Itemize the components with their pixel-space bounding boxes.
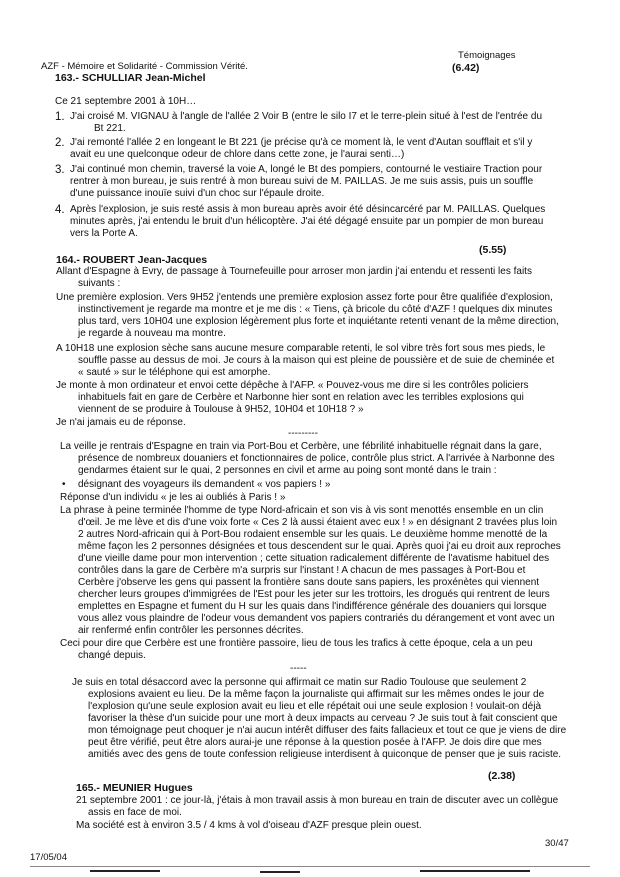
s164-line: l'explosion qu'une seule explosion avait eu lieu et elle répétait oui une seule explosion ! voulait-on déjà xyxy=(88,701,542,712)
s164-line: souffle passe au dessus de moi. Je cours à la maison qui est pleine de poussière et de suie de cheminée et xyxy=(78,355,555,366)
s163-intro: Ce 21 septembre 2001 à 10H… xyxy=(55,96,197,107)
header-right-title: Témoignages xyxy=(458,50,516,61)
s164-heading: 164.- ROUBERT Jean-Jacques xyxy=(56,254,208,266)
s163-item-line: rentrer à mon bureau, je suis rentré à mon bureau suivi de M. PAILLAS. Je me suis assis, puis un souffle xyxy=(70,176,534,187)
separator: --------- xyxy=(288,428,318,439)
s163-item-number: 1. xyxy=(55,111,65,123)
s164-line: Je monte à mon ordinateur et envoi cette dépêche à l'AFP. « Pouvez-vous me dire si les contrôles policiers xyxy=(56,380,529,391)
s165-line: Ma société est à environ 3.5 / 4 kms à vol d'oiseau d'AZF presque plein ouest. xyxy=(76,820,422,831)
footer-date: 17/05/04 xyxy=(30,852,67,863)
s164-line: je regarde à nouveau ma montre. xyxy=(78,328,226,339)
s164-line: Une première explosion. Vers 9H52 j'entends une première explosion assez forte pour être qualifiée d'explosion, xyxy=(56,292,553,303)
s164-line: présence de nombreux douaniers et fonctionnaires de police, contrôle plus strict. A l'arrivée à Narbonne des xyxy=(78,453,555,464)
s164-line: Ceci pour dire que Cerbère est une frontière passoire, lieu de tous les trafics à cette époque, cela a un peu xyxy=(60,638,533,649)
s164-line: emplettes en Espagne et fument du H sur les quais dans l'indifférence générale des douaniers qui lorsque xyxy=(78,601,547,612)
s164-line: d'œil. Je me lève et dis d'une voix forte « Ces 2 là aussi étaient avec eux ! » en désignant 2 travées plus loin xyxy=(78,517,558,528)
scan-mark xyxy=(420,870,530,872)
s163-item-line: Après l'explosion, je suis resté assis à mon bureau après avoir été désincarcéré par M. PAILLAS. Quelques xyxy=(70,204,546,215)
s165-line: 21 septembre 2001 : ce jour-là, j'étais à mon travail assis à mon bureau en train de discuter avec un collègue xyxy=(76,795,559,806)
s164-line: instinctivement je regarde ma montre et je me dis : « Tiens, çà bricole du côté d'AZF ! quelques dix minutes xyxy=(78,304,553,315)
s164-line: même façon les 2 personnes désignées et tous descendent sur le quai. Après quoi j'ai eu droit aux reproches xyxy=(78,541,561,552)
s164-line: La veille je rentrais d'Espagne en train via Port-Bou et Cerbère, une fébrilité inhabituelle régnait dans la gare, xyxy=(60,441,542,452)
s164-line: amitiés avec des gens de toute confession religieuse interdisent à quiconque de penser que je suis raciste. xyxy=(88,749,562,760)
s164-line: A 10H18 une explosion sèche sans aucune mesure comparable retenti, le sol vibre très fort sous mes pieds, le xyxy=(56,343,546,354)
s163-item-line: J'ai croisé M. VIGNAU à l'angle de l'allée 2 Voir B (entre le silo I7 et le terre-plein situé à l'est de l'entrée du xyxy=(70,111,543,122)
bullet-glyph: • xyxy=(62,479,66,490)
s163-item-number: 2. xyxy=(55,137,65,149)
s164-line: mon témoignage peut choquer je n'ai aucun intérêt diffuser des faits fallacieux et tout ce que je viens de dire xyxy=(88,725,567,736)
s164-ref: (5.55) xyxy=(479,244,507,256)
s164-line: vous allez vous plaindre de l'odeur vous demandent vos papiers contrariés du dérangement et vont avec un xyxy=(78,613,555,624)
s164-line: d'une vieille dame pour mon intervention ; cette situation radicalement différente de l'avatisme habituel des xyxy=(78,553,550,564)
scan-edge-line xyxy=(30,866,590,867)
s164-line: air renfermé enfin contrôler les personnes décrites. xyxy=(78,625,304,636)
s164-line: désignant des voyageurs ils demandent « vos papiers ! » xyxy=(78,479,331,490)
s164-line: gendarmes étaient sur le quai, 2 personnes en civil et arme au poing sont monté dans le train : xyxy=(78,465,497,476)
s165-heading: 165.- MEUNIER Hugues xyxy=(76,782,193,794)
s164-line: Je suis en total désaccord avec la personne qui affirmait ce matin sur Radio Toulouse que seulement 2 xyxy=(72,677,527,688)
s164-line: La phrase à peine terminée l'homme de type Nord-africain et son vis à vis sont menottés ensemble en un clin xyxy=(60,505,544,516)
scan-mark xyxy=(260,871,300,873)
s163-item-line: vers la Porte A. xyxy=(70,228,138,239)
s164-line: plus tard, vers 10H04 une explosion légèrement plus forte et inquiétante retenti venant de la même direction, xyxy=(78,316,559,327)
s164-line: favoriser la thèse d'un suicide pour une mort à deux impacts au cerveau ? Je suis tout à fait conscient que xyxy=(88,713,558,724)
s164-line: Je n'ai jamais eu de réponse. xyxy=(56,417,186,428)
s164-line: « sauté » sur le téléphone qui est amorphe. xyxy=(78,367,271,378)
s164-line: viennent de se produire à Toulouse à 9H52, 10H04 et 10H18 ? » xyxy=(78,404,364,415)
page-number: 30/47 xyxy=(545,838,569,849)
s163-item-line: Bt 221. xyxy=(94,123,126,134)
s163-heading: 163.- SCHULLIAR Jean-Michel xyxy=(55,72,206,84)
s164-line: inhabituels fait en gare de Cerbère et Narbonne hier sont en relation avec les terribles explosions qui xyxy=(78,392,524,403)
s163-item-line: J'ai continué mon chemin, traversé la voie A, longé le Bt des pompiers, contourné le vestiaire Traction pour xyxy=(70,164,543,175)
s164-line: chercher leurs groupes d'immigrées de l'Est pour les jeter sur les trottoirs, les drogués qui rentrent de leurs xyxy=(78,589,550,600)
s164-line: peut être vérifié, peut être alors aurai-je une réponse à la question posée à l'AFP. Je dois dire que mes xyxy=(88,737,542,748)
separator: ----- xyxy=(290,663,307,674)
scan-mark xyxy=(90,870,160,872)
header-left: AZF - Mémoire et Solidarité - Commission Vérité. xyxy=(41,61,248,72)
s164-line: suivants : xyxy=(78,278,121,289)
s163-item-number: 3. xyxy=(55,164,65,176)
s163-item-line: d'une puissance inouïe suivi d'un choc sur l'épaule droite. xyxy=(70,188,325,199)
s164-line: changé depuis. xyxy=(78,650,146,661)
s164-line: Réponse d'un individu « je les ai oubliés à Paris ! » xyxy=(60,492,286,503)
s164-line: 2 autres Nord-africain qui à Port-Bou rodaient ensemble sur les quais. Le deuxième homme menotté de la xyxy=(78,529,548,540)
s163-item-number: 4. xyxy=(55,204,65,216)
s164-line: contrôles dans la gare de Cerbère m'a surpris sur l'instant ! A chacun de mes passages à Port-Bou et xyxy=(78,565,526,576)
s164-line: Allant d'Espagne à Evry, de passage à Tournefeuille pour arroser mon jardin j'ai entendu et ressenti les faits xyxy=(56,266,532,277)
s164-line: explosions avaient eu lieu. De la même façon la journaliste qui affirmait sur les mêmes ondes le jour de xyxy=(88,689,545,700)
s165-line: assis en face de moi. xyxy=(88,807,182,818)
s165-ref: (2.38) xyxy=(488,770,516,782)
s163-ref: (6.42) xyxy=(452,62,480,74)
s163-item-line: minutes après, j'ai entendu le bruit d'un hélicoptère. J'ai été dégagé ensuite par un pompier de mon bureau xyxy=(70,216,544,227)
s163-item-line: J'ai remonté l'allée 2 en longeant le Bt 221 (je précise qu'à ce moment là, le vent d'Autan soufflait et s'il y xyxy=(70,137,533,148)
s164-line: Cerbère j'observe les gens qui passent la frontière sans doute sans papiers, les proxénètes qui viennent xyxy=(78,577,540,588)
s163-item-line: avait eu une quelconque odeur de chlore dans cette zone, je l'aurai senti…) xyxy=(70,149,405,160)
